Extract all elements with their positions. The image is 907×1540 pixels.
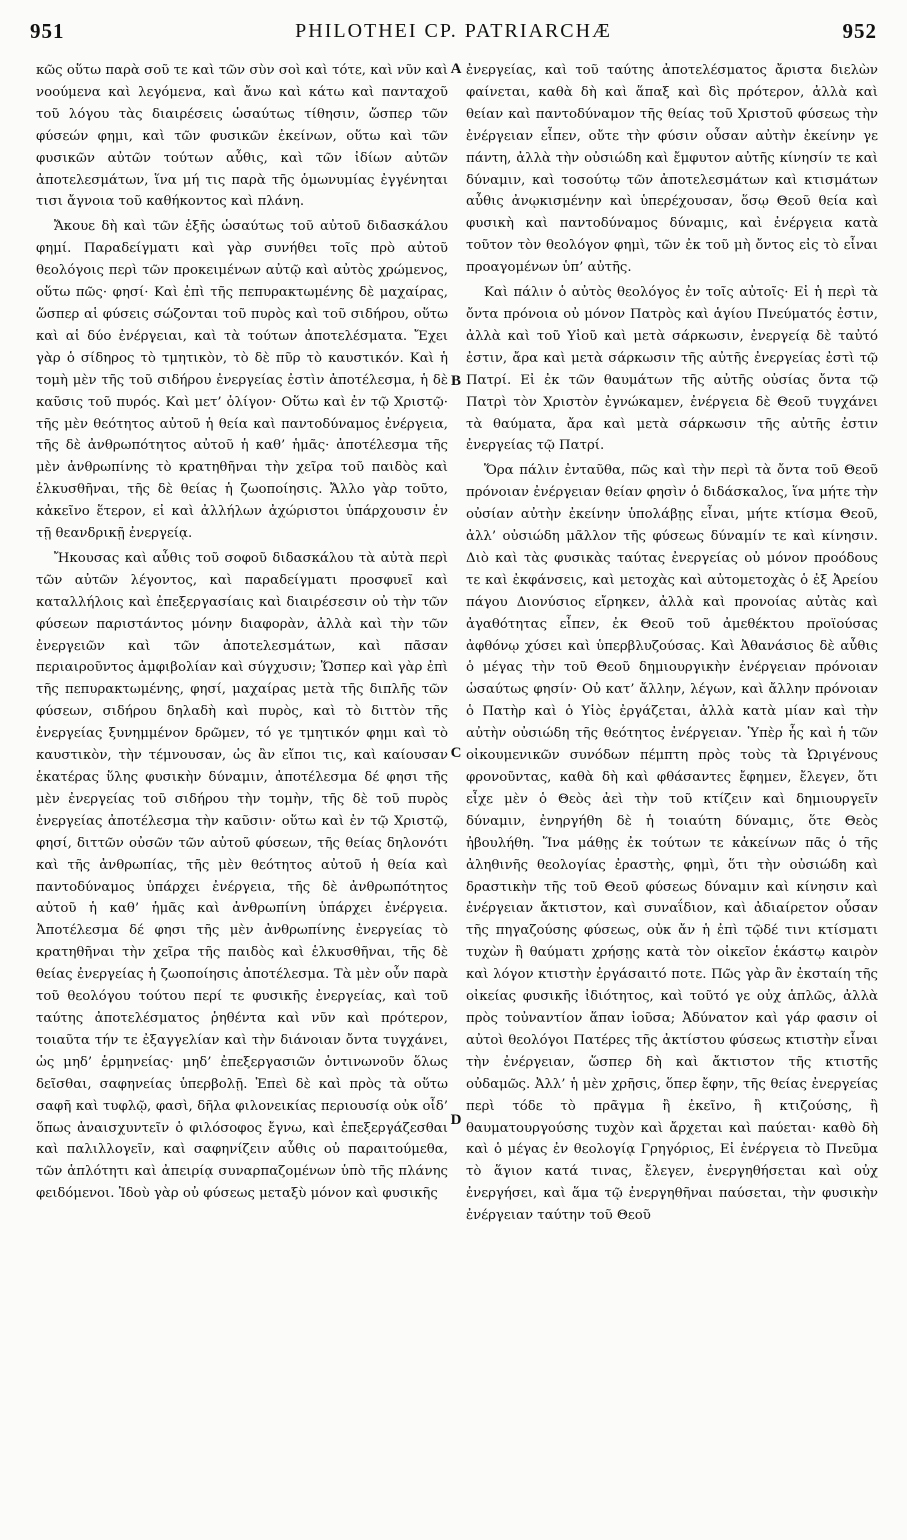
margin-marker-c: C — [450, 745, 462, 761]
paragraph: Ἄκουε δὴ καὶ τῶν ἑξῆς ὡσαύτως τοῦ αὐτοῦ διδασκάλου φημί. Παραδείγματι καὶ γὰρ συνήθει τοῖς πρὸ αὐτοῦ θεολόγοις περὶ τῶν προκειμένων αὐτῷ καὶ αὐτὸς χρώμενος, οὕτω πῶς· φησί· Καὶ ἐπὶ τῆς πεπυρακτωμένης δὲ μαχαίρας, ὥσπερ αἱ φύσεις σώζονται τοῦ πυρὸς καὶ τοῦ σιδήρου, οὕτω καὶ αἱ δύο ἐνέργειαι, καὶ τὰ τούτων ἀποτελέσματα. Ἔχει γὰρ ὁ σίδηρος τὸ τμητικὸν, τὸ δὲ πῦρ τὸ καυστικόν. Καὶ ἡ τομὴ μὲν τῆς τοῦ σιδήρου ἐνεργείας ἐστὶν ἀποτέλεσμα, ἡ δὲ καῦσις τοῦ πυρός. Καὶ μετ’ ὀλίγον· Οὕτω καὶ ἐν τῷ Χριστῷ· τῆς μὲν θεότητος αὐτοῦ ἡ θεία καὶ παντοδύναμος ἐνέργεια, τῆς δὲ ἀνθρωπότητος αὐτοῦ ἡ καθ’ ἡμᾶς· ἀποτέλεσμα τῆς μὲν ἀνθρωπίνης τὸ κρατηθῆναι τὴν χεῖρα τοῦ παιδὸς καὶ ἑλκυσθῆναι, τῆς δὲ θείας ἡ ζωοποίησις. Ἄλλο γὰρ τοῦτο, κἀκεῖνο ἕτερον, εἰ καὶ ἀλλήλων ἀχώριστοι ὑπάρχουσιν ἐν τῇ θεανδρικῇ ἐνεργείᾳ. — [36, 219, 448, 542]
page-number-right: 952 — [842, 18, 877, 43]
page-number-left: 951 — [30, 18, 65, 43]
running-title: PHILOTHEI CP. PATRIARCHÆ — [295, 19, 612, 42]
margin-marker-a: A — [450, 61, 462, 77]
paragraph: ἐνεργείας, καὶ τοῦ ταύτης ἀποτελέσματος ἄριστα διελὼν φαίνεται, καθὰ δὴ καὶ ἅπαξ καὶ δὶς πρότερον, ἀλλὰ καὶ θείαν καὶ παντοδύναμον τῆς θείας τοῦ Χριστοῦ φύσεως τὴν ἐνέργειαν εἶπεν, οὔτε τὴν φύσιν οὖσαν αὐτὴν ἐκείνην γε πάντη, ἀλλὰ τὴν οὐσιώδη καὶ ἔμφυτον αὐτῆς κίνησίν τε καὶ δύναμιν, καὶ τοσούτῳ τῶν ἀποτελεσμάτων καὶ κτισμάτων αὖθις ἀνῳκισμένην καὶ ὑπερέχουσαν, ὅσῳ Θεοῦ θεία καὶ φυσικὴ καὶ παντοδύναμος δύναμις, καὶ ἐνέργεια κατὰ τοῦτον τὸν θεολόγον φημὶ, τῶν ἐκ τοῦ μὴ ὄντος εἰς τὸ εἶναι προαγομένων ὑπ’ αὐτῆς. — [466, 63, 878, 276]
right-column — [466, 60, 878, 1530]
paragraph: Ὅρα πάλιν ἐνταῦθα, πῶς καὶ τὴν περὶ τὰ ὄντα τοῦ Θεοῦ πρόνοιαν ἐνέργειαν θείαν φησὶν ὁ διδάσκαλος, ἵνα μήτε τὴν οὐσίαν αὐτὴν ἐκείνην ὑπολάβῃς εἶναι, μήτε κτίσμα Θεοῦ, ἀλλ’ οὐσιώδη μᾶλλον τῆς φύσεως δύναμίν τε καὶ κίνησιν. Διὸ καὶ τὰς φυσικὰς ταύτας ἐνεργείας οὐ μόνον προόδους τε καὶ ἐκφάνσεις, καὶ μετοχὰς καὶ αὐτομετοχὰς ὁ ἐξ Ἀρείου πάγου Διονύσιος εἴρηκεν, ἀλλὰ καὶ προνοίας αὐτὰς καὶ ἀγαθότητας εἶπεν, ἐκ Θεοῦ τοῦ ἀμεθέκτου προϊούσας ἀφθόνῳ χύσει καὶ ὑπερβλυζούσας. Καὶ Ἀθανάσιος δὲ αὖθις ὁ μέγας τὴν τοῦ Θεοῦ δημιουργικὴν ἐνέργειαν πρόνοιαν ὡσαύτως φησίν· Οὐ κατ’ ἄλλην, λέγων, καὶ ἄλλην πρόνοιαν ὁ Πατὴρ καὶ ὁ Υἱὸς ἐργάζεται, ἀλλὰ κατὰ μίαν καὶ τὴν αὐτὴν οὐσιώδη τῆς θεότητος ἐνέργειαν. Ὑπὲρ ἧς καὶ ἡ τῶν οἰκουμενικῶν συνόδων πέμπτη πρὸς τοὺς τὰ Ὠριγένους φρονοῦντας, καθὰ δὴ καὶ φθάσαντες ἔφημεν, ἔλεγεν, ὅτι εἶχε μὲν ὁ Θεὸς ἀεὶ τὴν τοῦ κτίζειν καὶ δημιουργεῖν δύναμιν, ἐνηργήθη δὲ ἡ τοιαύτη δύναμις, ὅτε Θεὸς ἠβουλήθη. Ἵνα μάθῃς ἐκ τούτων τε κἀκείνων πᾶς ὁ τῆς ἀληθινῆς θεολογίας ἐραστὴς, φημὶ, ὅτι τὴν οὐσιώδη καὶ δραστικὴν τῆς τοῦ Θεοῦ φύσεως δύναμιν καὶ κίνησιν καὶ ἐνέργειαν ἄκτιστον, καὶ συναΐδιον, καὶ ἀδιαίρετον οὖσαν τῆς πηγαζούσης φύσεως, οὐκ ἄν ἡ ἐπὶ τῷδέ τινι κτίσματι τυχὼν ἢ θαύματι χρήσῃς κατὰ τὸν οἰκεῖον ἑκάστῳ καιρὸν καὶ λόγον κτιστὴν ἐργάσαιτό ποτε. Πῶς γὰρ ἂν ἐκσταίη τῆς οἰκείας φυσικῆς ἰδιότητος, καὶ τοῦτό γε οὐχ ἁπλῶς, ἀλλὰ πρὸς τοὐναντίον ἅπαν ἰοῦσα; Ἀδύνατον καὶ γάρ φασιν οἱ αὐτοὶ θεολόγοι Πατέρες τῆς ἀκτίστου φύσεως κτιστὴν εἶναι τὴν ἐνέργειαν, ὥσπερ δὴ καὶ ἄκτιστον τῆς κτιστῆς οὐδαμῶς. Ἀλλ’ ἡ μὲν χρῆσις, ὅπερ ἔφην, τῆς θείας ἐνεργείας περὶ τόδε τὸ πρᾶγμα ἢ ἐκεῖνο, ἢ κτιζούσης, ἢ θαυματουργούσης τυχὸν καὶ ἄρχεται καὶ παύεται· καθὸ δὴ καὶ ὁ μέγας ἐν θεολογίᾳ Γρηγόριος, Εἰ ἐνέργεια τὸ Πνεῦμα τὸ ἅγιον κατά τινας, ἔλεγεν, ἐνεργηθήσεται καὶ οὐχ ἐνεργήσει, καὶ ἅμα τῷ ἐνεργηθῆναι παύσεται, τὴν φυσικὴν ἐνέργειαν ταύτην τοῦ Θεοῦ — [466, 463, 878, 1224]
left-column — [36, 60, 448, 1530]
page-header — [30, 14, 877, 48]
margin-marker-b: B — [450, 373, 461, 389]
paragraph: Καὶ πάλιν ὁ αὐτὸς θεολόγος ἐν τοῖς αὐτοῖς· Εἰ ἡ περὶ τὰ ὄντα πρόνοια οὐ μόνον Πατρὸς καὶ ἁγίου Πνεύματός ἐστιν, ἀλλὰ καὶ τοῦ Υἱοῦ καὶ μετὰ σάρκωσιν, ἐνεργείᾳ δὲ ταὐτό ἐστιν, ἄρα καὶ μετὰ σάρκωσιν τῆς αὐτῆς ἐνεργείας ἐστὶ τῷ Πατρί. Εἰ ἐκ τῶν θαυμάτων τῆς αὐτῆς οὐσίας ὄντα τῷ Πατρὶ τὸν Χριστὸν ἐγνώκαμεν, ἐνέργεια δὲ Θεοῦ τυγχάνει τὰ θαύματα, ἄρα καὶ μετὰ σάρκωσιν τῆς αὐτῆς ἐστιν ἐνεργείας τῷ Πατρί. — [466, 285, 878, 454]
paragraph: κῶς οὕτω παρὰ σοῦ τε καὶ τῶν σὺν σοὶ καὶ τότε, καὶ νῦν καὶ νοούμενα καὶ λεγόμενα, καὶ ἄνω καὶ κάτω καὶ πανταχοῦ τοῦ λόγου τὰς διαιρέσεις ὡσαύτως τίθησιν, ὥσπερ τῶν φύσεών φημι, καὶ τῶν φυσικῶν ἐκείνων, οὕτω καὶ τῶν φυσικῶν αὐτῶν τούτων αὖθις, καὶ τῶν ἰδίων αὐτῶν ἀποτελεσμάτων, ἵνα μή τις παρὰ τῆς ὁμωνυμίας ἐγγένηται τισι ἄγνοια τοῦ καθήκοντος καὶ πλάνη. — [36, 63, 448, 210]
paragraph: Ἤκουσας καὶ αὖθις τοῦ σοφοῦ διδασκάλου τὰ αὐτὰ περὶ τῶν αὐτῶν λέγοντος, καὶ παραδείγματι προσφυεῖ καὶ καταλλήλοις καὶ ἐπεξεργασίαις καὶ διαιρέσεσιν οὐ τὴν τῶν φύσεων παριστάντος μόνην διαφορὰν, ἀλλὰ καὶ τὴν τῶν ἐνεργειῶν καὶ τῶν ἀποτελεσμάτων, καὶ πᾶσαν περιαιροῦντος ἀμφιβολίαν καὶ σύγχυσιν; Ὥσπερ καὶ γὰρ ἐπὶ τῆς πεπυρακτωμένης, φησί, μαχαίρας μετὰ τῆς διπλῆς τῶν φύσεων, σιδήρου δηλαδὴ καὶ πυρὸς, καὶ τὸ διττὸν τῆς ἐνεργείας ξυνημμένον δρῶμεν, τό γε τμητικόν φημι καὶ τὸ καυστικὸν, τὴν τέμνουσαν, ὡς ἂν εἴποι τις, καὶ καίουσαν ἑκατέρας ὕλης φυσικὴν δύναμιν, ἀποτέλεσμα δέ φησι τῆς μὲν ἐνεργείας τοῦ σιδήρου τὴν τομὴν, τῆς δὲ τοῦ πυρὸς ἐνεργείας ἀποτέλεσμα τὴν καῦσιν· οὕτω καὶ ἐν τῷ Χριστῷ, φησί, διττῶν οὐσῶν τῶν αὐτοῦ φύσεων, τῆς θείας δηλονότι καὶ τῆς ἀνθρωπίας, τῆς μὲν θεότητος αὐτοῦ ἡ θεία καὶ παντοδύναμος ὑπάρχει ἐνέργεια, τῆς δὲ ἀνθρωπότητος αὐτοῦ ἡ καθ’ ἡμᾶς καὶ ἀνθρωπίνη ὑπάρχει ἐνέργεια. Ἀποτέλεσμα δέ φησι τῆς μὲν ἀνθρωπίνης ἐνεργείας τὸ κρατηθῆναι τὴν χεῖρα τῆς παιδὸς καὶ ἑλκυσθῆναι, τῆς δὲ θείας ἐνεργείας ἡ ζωοποίησις ἀποτέλεσμα. Τὰ μὲν οὖν παρὰ τοῦ θεολόγου τούτου περί τε φυσικῆς ἐνεργείας, καὶ τοῦ ταύτης ἀποτελέσματος ῥηθέντα καὶ νῦν καὶ πρότερον, τοιαῦτα τήν τε ἐξαγγελίαν καὶ τὴν διάνοιαν ὄντα τυγχάνει, ὡς μηδ’ ἑρμηνείας· μηδ’ ἐπεξεργασιῶν ὁντινωνοῦν ὅλως δεῖσθαι, σαφηνείας ὑπερβολῇ. Ἐπεὶ δὲ καὶ πρὸς τὰ οὕτω σαφῆ καὶ τυφλῷ, φασὶ, δῆλα φιλονεικίας περιουσίᾳ οὐκ οἶδ’ ὅπως ἀναισχυντεῖν ὁ φιλόσοφος ἔγνω, καὶ ἐπεξεργάζεσθαι καὶ παλιλλογεῖν, καὶ σαφηνίζειν αὖθις οὐ παραιτούμεθα, τῶν ἁπλότητι καὶ ἀπειρίᾳ συναρπαζομένων ὑπὸ τῆς πλάνης φειδόμενοι. Ἰδοὺ γὰρ οὐ φύσεως μεταξὺ μόνον καὶ φυσικῆς — [36, 550, 448, 1202]
margin-marker-d: D — [450, 1112, 462, 1128]
